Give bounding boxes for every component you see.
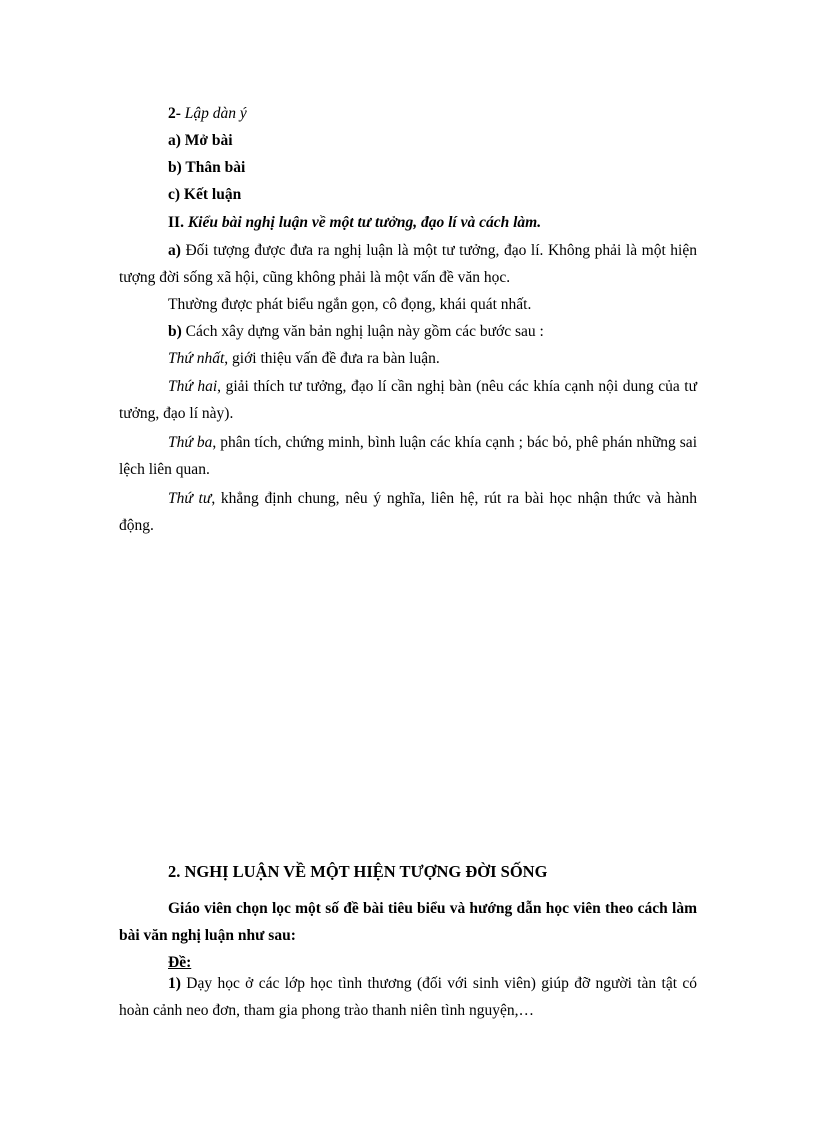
question-1-text: Dạy học ở các lớp học tình thương (đối với sinh viên) giúp đỡ người tàn tật có hoàn cảnh neo đơn, tham gia phong trào thanh niên tình nguyện,…: [119, 975, 697, 1019]
paragraph-a-text: Đối tượng được đưa ra nghị luận là một tư tưởng, đạo lí. Không phải là một hiện tượng đời sống xã hội, cũng không phải là một vấn đề văn học.: [119, 242, 697, 286]
de-label: Đề:: [168, 954, 192, 971]
step-3: [119, 429, 697, 483]
step-2: [119, 373, 697, 427]
paragraph-a2: Thường được phát biểu ngắn gọn, cô đọng, khái quát nhất.: [168, 296, 532, 313]
paragraph-a: [119, 237, 697, 291]
paragraph-b-label: b): [168, 323, 182, 340]
paragraph-b: [168, 318, 698, 345]
question-1-number: 1): [168, 975, 181, 992]
outline-item-c: c) Kết luận: [168, 186, 242, 203]
step-2-label: Thứ hai: [168, 378, 218, 395]
paragraph-b-text: Cách xây dựng văn bản nghị luận này gồm các bước sau :: [181, 323, 544, 340]
outline-item-a: a) Mở bài: [168, 132, 233, 149]
outline-item-2: [168, 100, 698, 127]
section-heading-ii: [168, 209, 698, 236]
roman-heading-title: Kiểu bài nghị luận về một tư tưởng, đạo lí và cách làm.: [187, 214, 542, 231]
step-3-text: , phân tích, chứng minh, bình luận các khía cạnh ; bác bỏ, phê phán những sai lệch liên quan.: [119, 434, 697, 478]
step-4-text: , khẳng định chung, nêu ý nghĩa, liên hệ, rút ra bài học nhận thức và hành động.: [119, 490, 697, 534]
item-number: 2-: [168, 105, 181, 122]
item-title: Lập dàn ý: [184, 105, 247, 122]
question-1: [119, 970, 697, 1024]
roman-numeral: II.: [168, 214, 184, 231]
section-2-heading: 2. NGHỊ LUẬN VỀ MỘT HIỆN TƯỢNG ĐỜI SỐNG: [168, 862, 548, 881]
step-4-label: Thứ tư: [168, 490, 212, 507]
step-1: [168, 345, 698, 372]
step-4: [119, 485, 697, 539]
step-1-label: Thứ nhất: [168, 350, 225, 367]
section-2-intro: Giáo viên chọn lọc một số đề bài tiêu biểu và hướng dẫn học viên theo cách làm bài văn nghị luận như sau:: [119, 900, 697, 944]
step-1-text: , giới thiệu vấn đề đưa ra bàn luận.: [224, 350, 440, 367]
step-3-label: Thứ ba: [168, 434, 213, 451]
paragraph-a-label: a): [168, 242, 181, 259]
outline-item-b: b) Thân bài: [168, 159, 246, 176]
step-2-text: , giải thích tư tưởng, đạo lí cần nghị bàn (nêu các khía cạnh nội dung của tư tưởng, đạo lí này).: [119, 378, 697, 422]
